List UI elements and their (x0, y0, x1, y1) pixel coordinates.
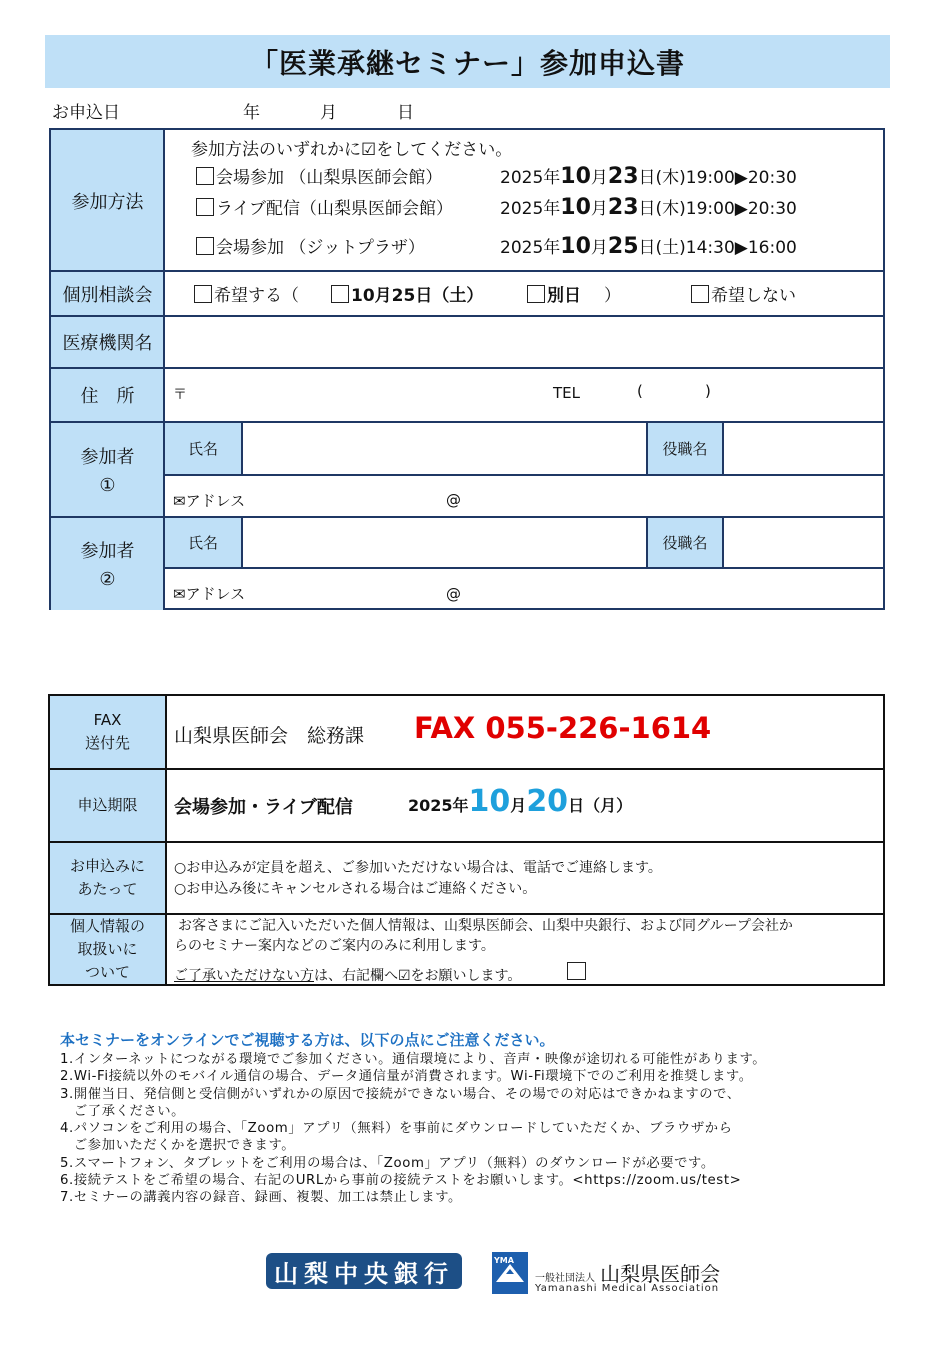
date-year: 年 (243, 103, 260, 123)
application-form-table (49, 128, 885, 610)
date-month: 10 (560, 164, 591, 189)
tel-paren-close: ) (705, 382, 711, 400)
online-notes-title: 本セミナーをオンラインでご視聴する方は、以下の点にご注意ください。 (60, 1031, 555, 1049)
consult-no-wish-label: 希望しない (711, 286, 796, 306)
consult-no-wish[interactable] (691, 281, 796, 306)
checkbox[interactable] (196, 198, 214, 216)
date-day: 20 (526, 784, 569, 819)
deadline-date (408, 784, 632, 819)
notice-line-2: ○お申込み後にキャンセルされる場合はご連絡ください。 (174, 881, 537, 897)
date-text: 日(木)19:00▶20:30 (638, 168, 797, 188)
date-day: 23 (607, 164, 639, 189)
institution-label: 医療機関名 (51, 316, 164, 368)
participant-2-label-text: 参加者 (80, 541, 135, 562)
fax-org: 山梨県医師会 総務課 (174, 725, 365, 747)
bank-logo: 山梨中央銀行 (266, 1253, 462, 1289)
method-option-live[interactable] (196, 194, 453, 219)
address-input[interactable] (186, 370, 546, 420)
method-instruction: 参加方法のいずれかに☑をしてください。 (191, 140, 513, 160)
page-title: 「医業承継セミナー」参加申込書 (45, 35, 890, 88)
note-item: ご了承ください。 (60, 1103, 186, 1119)
date-text: 日(木)19:00▶20:30 (638, 199, 797, 219)
notice-label-line: お申込みに (69, 856, 145, 875)
participant-1-email-at: @ (446, 491, 461, 509)
consult-date-option[interactable] (331, 281, 483, 306)
note-item: 5.スマートフォン、タブレットをご利用の場合は、「Zoom」アプリ（無料）のダウンロードが必要です。 (60, 1155, 715, 1171)
date-month: 10 (560, 234, 591, 259)
participant-1-role-input[interactable] (724, 423, 885, 474)
privacy-checkbox[interactable] (567, 962, 586, 980)
note-item: 7.セミナーの講義内容の録音、録画、複製、加工は禁止します。 (60, 1190, 462, 1206)
online-notes-list (60, 1051, 766, 1207)
consult-label: 個別相談会 (51, 271, 164, 316)
yma-mark-text: YMA (494, 1256, 514, 1265)
privacy-underlined: ご了承いただけない方 (174, 968, 314, 984)
application-date-label: お申込日 (52, 103, 120, 123)
date-day: 25 (607, 234, 639, 259)
participant-2-name-label: 氏名 (164, 517, 242, 567)
checkbox[interactable] (691, 285, 709, 303)
date-month: 10 (560, 195, 591, 220)
institution-input[interactable] (165, 317, 885, 367)
note-item: 2.Wi-Fi接続以外のモバイル通信の場合、データ通信量が消費されます。Wi-Fi環境下でのご利用を推奨します。 (60, 1069, 753, 1085)
divider (51, 367, 885, 369)
postal-mark: 〒 (173, 387, 187, 403)
participant-1-role-label: 役職名 (647, 422, 723, 474)
participant-1-label (51, 422, 164, 517)
date-text: 2025年 (500, 168, 561, 188)
notice-line-1: ○お申込みが定員を超え、ご参加いただけない場合は、電話でご連絡します。 (174, 860, 662, 876)
participant-2-number: ② (99, 569, 116, 590)
checkbox[interactable] (331, 285, 349, 303)
divider (165, 696, 167, 984)
checkbox[interactable] (196, 167, 214, 185)
date-day: 23 (607, 195, 639, 220)
fax-label (50, 696, 165, 768)
method-option-label: ライブ配信（山梨県医師会館） (216, 199, 453, 219)
privacy-label-line: 個人情報の (69, 916, 145, 935)
method-option-date (500, 233, 797, 259)
privacy-label-line: 取扱いに (77, 939, 138, 958)
checkbox[interactable] (196, 237, 214, 255)
date-text: 日(土)14:30▶16:00 (638, 238, 797, 258)
divider (50, 841, 885, 843)
participant-2-email-input[interactable] (261, 569, 881, 609)
privacy-text: は、右記欄へ☑をお願いします。 (314, 968, 522, 984)
date-text: 日（月） (568, 796, 633, 815)
note-item: 4.パソコンをご利用の場合、「Zoom」アプリ（無料）を事前にダウンロードしていただくか、ブラウザから (60, 1121, 733, 1137)
date-month: 月 (320, 103, 337, 123)
divider (163, 130, 165, 610)
yma-small-text: 一般社団法人 (535, 1273, 595, 1284)
method-option-date (500, 194, 797, 220)
participant-2-role-input[interactable] (724, 518, 885, 567)
yma-english-name: Yamanashi Medical Association (535, 1283, 720, 1294)
method-option-venue-2[interactable] (196, 233, 425, 258)
divider (646, 422, 648, 474)
participant-2-name-input[interactable] (243, 518, 646, 567)
divider (646, 517, 648, 567)
method-option-label: 会場参加 （ジットプラザ） (216, 238, 425, 258)
fax-number: FAX 055-226-1614 (414, 711, 712, 745)
consult-date-label: 10月25日（土） (351, 286, 484, 306)
date-text: 月 (590, 238, 608, 258)
participant-2-label (51, 517, 164, 610)
yma-logo-icon (492, 1252, 528, 1294)
deadline-text: 会場参加・ライブ配信 (174, 797, 353, 818)
fax-label-line: 送付先 (84, 734, 130, 752)
date-text: 2025年 (500, 238, 561, 258)
date-text: 月 (590, 199, 608, 219)
deadline-label: 申込期限 (50, 769, 165, 841)
participant-2-role-label: 役職名 (647, 517, 723, 567)
notice-label (50, 842, 165, 913)
date-text: 2025年 (500, 199, 561, 219)
date-text: 月 (510, 796, 527, 815)
tel-paren-open: ( (637, 382, 643, 400)
privacy-label (50, 914, 165, 984)
note-item: 1.インターネットにつながる環境でご参加ください。通信環境により、音声・映像が途切れる可能性があります。 (60, 1052, 767, 1067)
privacy-line-3 (174, 965, 521, 985)
privacy-label-line: ついて (84, 962, 130, 981)
divider (51, 270, 885, 272)
tel-label: TEL (553, 384, 580, 402)
participant-1-number: ① (99, 475, 116, 496)
method-label: 参加方法 (51, 130, 164, 271)
participant-1-name-input[interactable] (243, 423, 646, 474)
notice-label-line: あたって (77, 879, 138, 898)
participant-1-name-label: 氏名 (164, 422, 242, 474)
note-item: 3.開催当日、発信側と受信側がいずれかの原因で接続ができない場合、その場での対応はできかねますので、 (60, 1086, 741, 1102)
participant-1-email-label: ✉アドレス (173, 492, 246, 510)
participant-1-label-text: 参加者 (80, 447, 135, 468)
participant-1-email-input[interactable] (261, 476, 881, 516)
fax-label-line: FAX (93, 711, 122, 729)
date-text: 2025年 (408, 796, 469, 815)
consult-close-paren: ） (604, 286, 621, 306)
privacy-line-2: らのセミナー案内などのご案内のみに利用します。 (174, 938, 495, 954)
address-label: 住 所 (51, 368, 164, 422)
date-day: 日 (397, 103, 414, 123)
info-table (48, 694, 885, 986)
consult-other-label: 別日 (547, 286, 581, 306)
consult-other-day[interactable] (527, 281, 581, 306)
participant-2-email-at: @ (446, 585, 461, 603)
checkbox[interactable] (194, 285, 212, 303)
note-item: 6.接続テストをご希望の場合、右記のURLから事前の接続テストをお願いします。<https://zoom.us/test> (60, 1173, 742, 1189)
date-month: 10 (468, 784, 511, 819)
method-option-label: 会場参加 （山梨県医師会館） (216, 168, 443, 188)
participant-2-email-label: ✉アドレス (173, 585, 246, 603)
consult-wish-label: 希望する（ (214, 286, 299, 306)
note-item: ご参加いただくかを選択できます。 (60, 1138, 296, 1154)
checkbox[interactable] (527, 285, 545, 303)
date-text: 月 (590, 168, 608, 188)
divider (50, 768, 885, 770)
privacy-line-1: お客さまにご記入いただいた個人情報は、山梨県医師会、山梨中央銀行、および同グループ会社か (178, 918, 793, 934)
yma-name-text: 山梨県医師会 (600, 1262, 721, 1286)
tel-input[interactable] (591, 370, 881, 420)
consult-wish[interactable] (194, 281, 299, 306)
method-option-date (500, 163, 797, 189)
method-option-venue-1[interactable] (196, 163, 442, 188)
